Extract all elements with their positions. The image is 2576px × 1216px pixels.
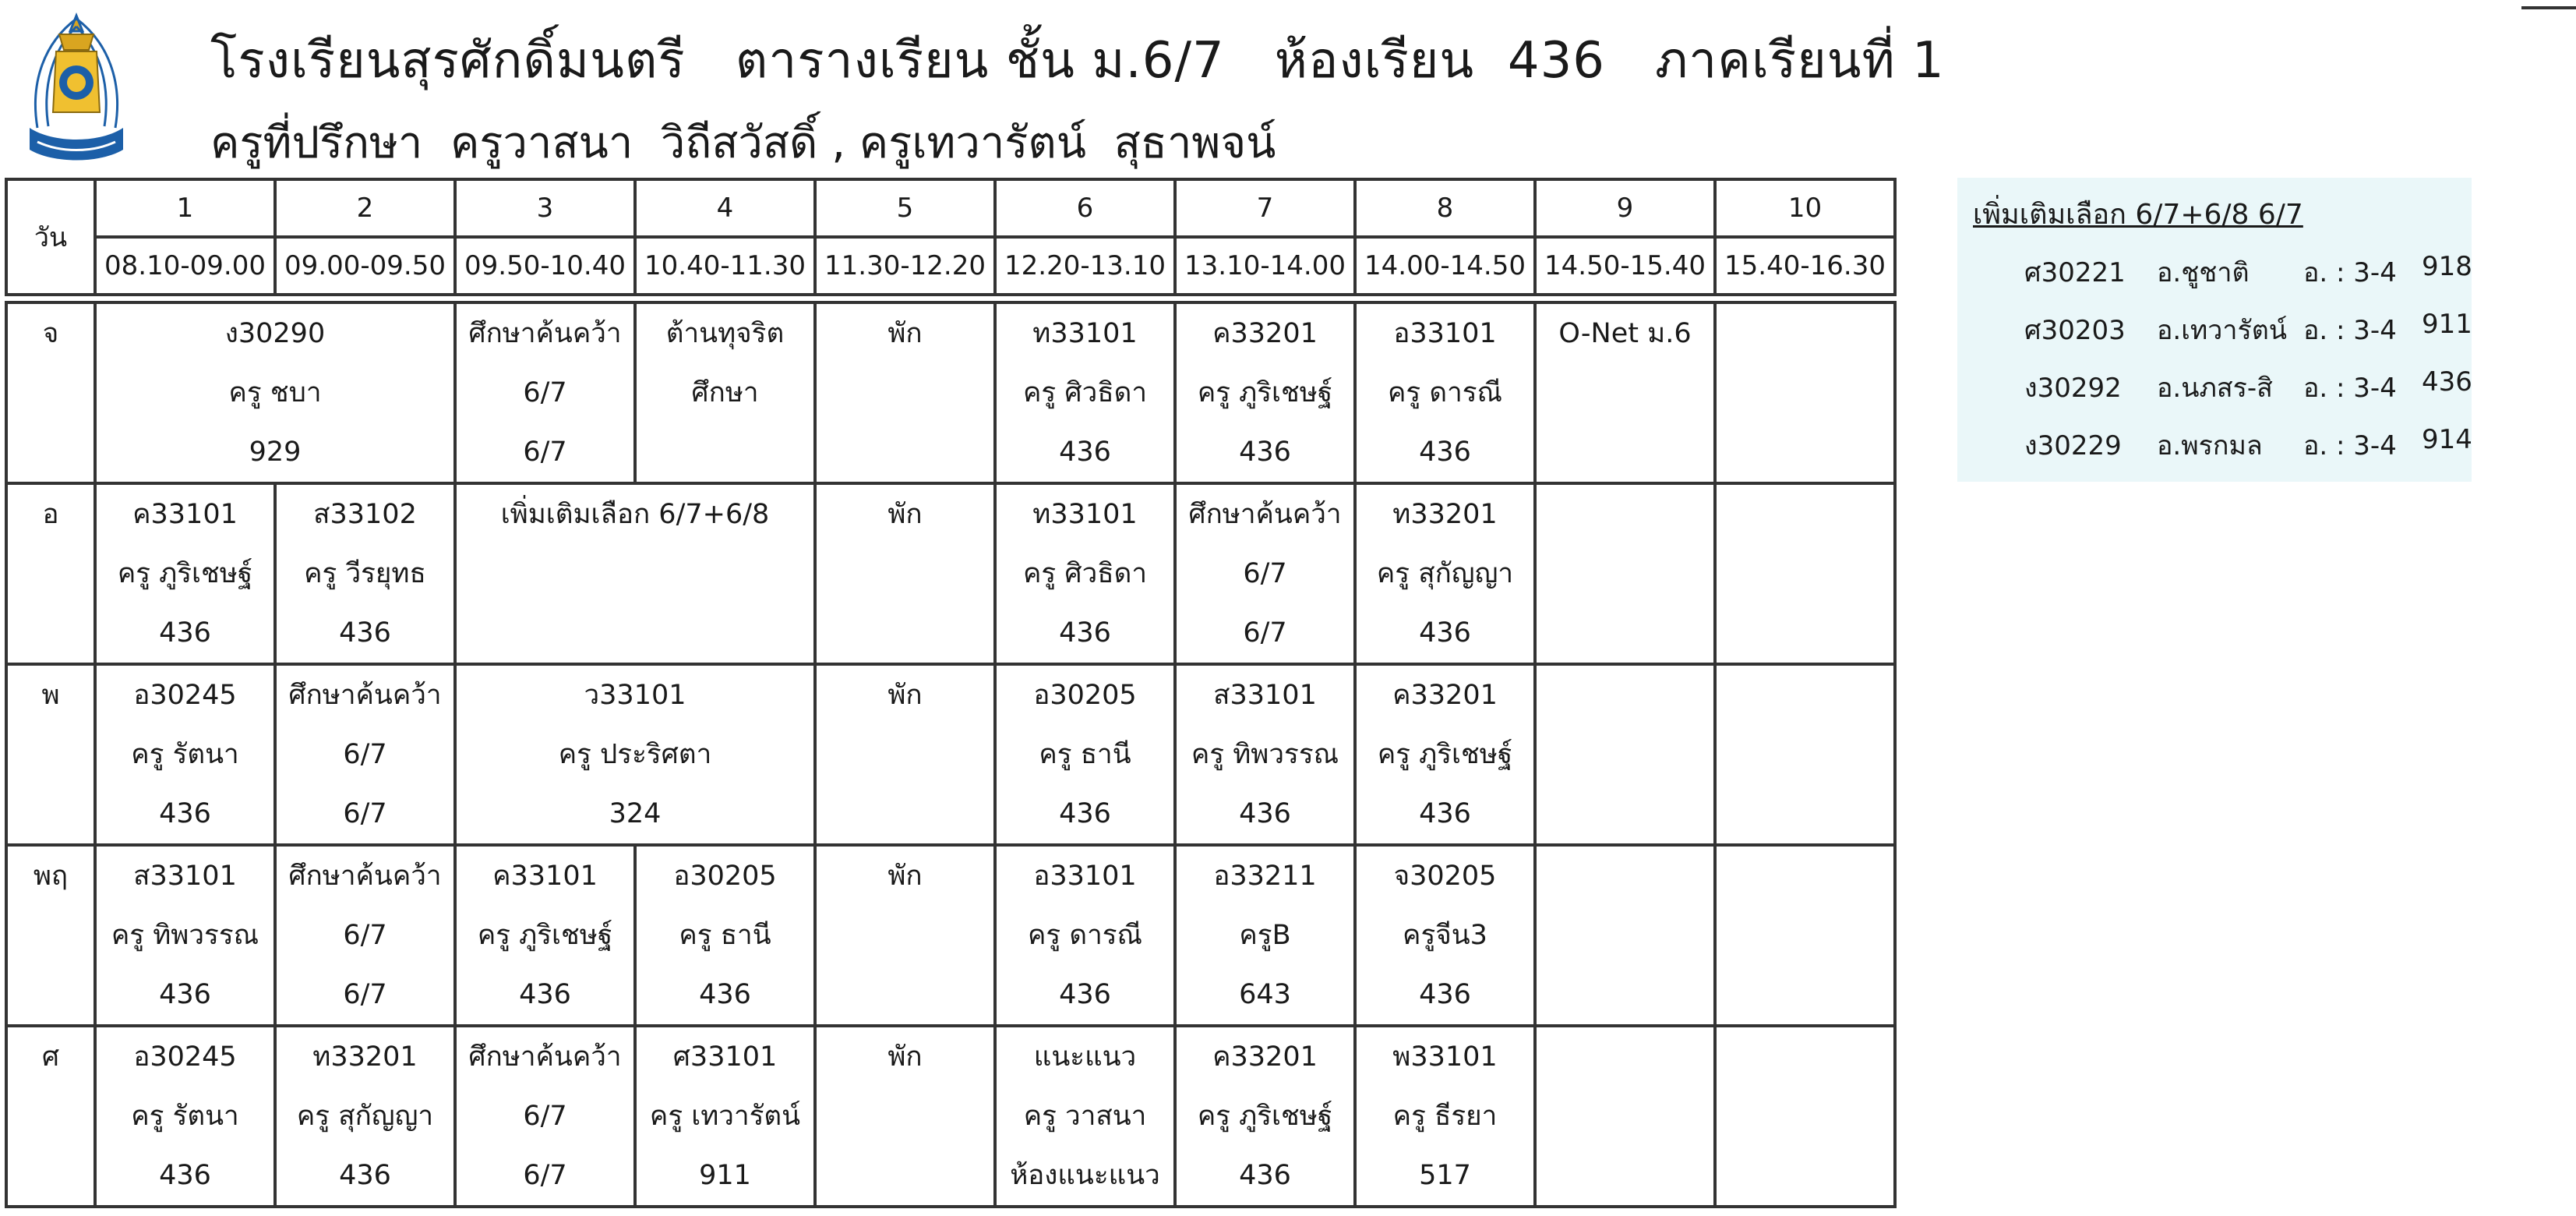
class-cell-line: ศึกษาค้นคว้า	[468, 1041, 622, 1073]
class-cell	[815, 302, 995, 483]
class-cell	[1715, 1026, 1895, 1207]
period-number: 1	[95, 179, 275, 237]
period-number: 3	[455, 179, 635, 237]
class-cell-line: พ33101	[1392, 1041, 1498, 1073]
schedule-row	[6, 1026, 1895, 1207]
advisors-line: ครูที่ปรึกษา ครูวาสนา วิถีสวัสดิ์ , ครูเทวารัตน์ สุธาพจน์	[210, 118, 1276, 168]
class-cell-line: 6/7	[523, 377, 567, 408]
class-cell-line: ครู ประริศตา	[558, 739, 712, 770]
class-cell-line: ต้านทุจริต	[665, 318, 785, 349]
class-cell-line: 436	[159, 1160, 211, 1191]
class-cell-line: 436	[1419, 979, 1471, 1010]
class-cell	[815, 1026, 995, 1207]
elective-period: อ. : 3-4	[2303, 373, 2397, 404]
class-cell	[455, 664, 815, 845]
class-cell-line: ท33101	[1032, 499, 1138, 530]
class-cell	[95, 302, 455, 483]
class-cell	[995, 302, 1175, 483]
class-cell-line: ครู ดารณี	[1388, 377, 1502, 408]
class-cell-line: พัก	[887, 861, 923, 892]
period-number: 8	[1355, 179, 1535, 237]
period-time: 09.50-10.40	[455, 237, 635, 295]
elective-teacher: อ.พรกมล	[2157, 430, 2263, 461]
class-cell-line: ครู วาสนา	[1023, 1101, 1147, 1132]
schedule-row	[6, 664, 1895, 845]
class-cell	[1355, 845, 1535, 1026]
class-cell-line: 517	[1419, 1160, 1471, 1191]
class-cell-line: ครู ภูริเชษฐ์	[1197, 1101, 1333, 1132]
class-cell	[95, 664, 275, 845]
class-cell-line: ครู ภูริเชษฐ์	[1377, 739, 1513, 770]
period-time: 14.50-15.40	[1535, 237, 1715, 295]
class-cell-line: ครู สุกัญญา	[1376, 558, 1514, 589]
class-cell-line: 436	[1059, 437, 1111, 468]
class-cell	[275, 664, 455, 845]
day-label: อ	[42, 499, 59, 530]
elective-room: 911	[2422, 309, 2472, 340]
class-cell	[1175, 302, 1355, 483]
class-cell	[995, 845, 1175, 1026]
class-cell-line: ครู ดารณี	[1028, 920, 1142, 951]
class-cell-line: ครู สุกัญญา	[296, 1101, 434, 1132]
class-cell-line: ครู ชบา	[228, 377, 322, 408]
class-cell-line: ครู ธานี	[679, 920, 771, 951]
class-cell	[995, 1026, 1175, 1207]
class-cell-line: ศ33101	[672, 1041, 778, 1073]
class-cell-line: ว33101	[584, 680, 686, 711]
elective-row	[1957, 240, 2472, 298]
class-cell-line: ค33101	[492, 861, 598, 892]
page-title: โรงเรียนสุรศักดิ์มนตรี ตารางเรียน ชั้น ม.6/7 ห้องเรียน 436 ภาคเรียนที่ 1	[210, 32, 1945, 90]
class-cell-line: ครู ธานี	[1039, 739, 1131, 770]
period-time-row	[6, 237, 1895, 295]
elective-period: อ. : 3-4	[2303, 315, 2397, 346]
class-cell-line: 929	[249, 437, 302, 468]
elective-panel-title[interactable]: เพิ่มเติมเลือก 6/7+6/8 6/7	[1973, 199, 2303, 231]
elective-period: อ. : 3-4	[2303, 257, 2397, 288]
class-cell-line: ครูB	[1239, 920, 1291, 951]
class-cell-line: อ30205	[1033, 680, 1137, 711]
period-number: 10	[1715, 179, 1895, 237]
class-cell	[1715, 664, 1895, 845]
class-cell	[1715, 302, 1895, 483]
class-cell-line: 436	[339, 617, 391, 649]
class-cell-line: ส33101	[133, 861, 237, 892]
class-cell	[1535, 845, 1715, 1026]
class-cell	[275, 1026, 455, 1207]
class-cell	[1535, 302, 1715, 483]
class-cell-line: พัก	[887, 1041, 923, 1073]
class-cell-line: ครู ภูริเชษฐ์	[117, 558, 253, 589]
class-cell	[1535, 483, 1715, 664]
class-cell	[1535, 1026, 1715, 1207]
elective-room: 918	[2422, 251, 2472, 282]
class-cell	[1175, 664, 1355, 845]
class-cell	[635, 845, 815, 1026]
class-cell	[1355, 483, 1535, 664]
school-logo-icon	[14, 11, 139, 167]
class-cell	[455, 845, 635, 1026]
class-cell	[455, 483, 815, 664]
class-cell-line: พัก	[887, 499, 923, 530]
class-cell	[1175, 845, 1355, 1026]
schedule-row	[6, 302, 1895, 483]
class-cell-line: 436	[1419, 617, 1471, 649]
elective-row	[1957, 298, 2472, 355]
day-label: จ	[42, 318, 59, 349]
elective-room: 914	[2422, 424, 2472, 455]
class-cell	[275, 845, 455, 1026]
class-cell	[1355, 664, 1535, 845]
class-cell	[815, 483, 995, 664]
elective-row	[1957, 413, 2472, 471]
class-cell-line: ครู ธีรยา	[1392, 1101, 1498, 1132]
class-cell-line: ครู รัตนา	[131, 1101, 239, 1132]
class-cell-line: ส33101	[1213, 680, 1317, 711]
elective-period: อ. : 3-4	[2303, 430, 2397, 461]
elective-code: ง30292	[2024, 373, 2122, 404]
period-time: 12.20-13.10	[995, 237, 1175, 295]
class-cell-line: ครู ศิวธิดา	[1023, 377, 1147, 408]
class-cell-line: ค33101	[132, 499, 238, 530]
period-number: 4	[635, 179, 815, 237]
class-cell-line: ค33201	[1392, 680, 1498, 711]
class-cell-line: จ30205	[1393, 861, 1497, 892]
class-cell-line: 436	[159, 798, 211, 829]
class-cell-line: 436	[159, 979, 211, 1010]
class-cell-line: ท33201	[1392, 499, 1498, 530]
class-cell-line: อ33211	[1213, 861, 1317, 892]
class-cell-line: ครู ภูริเชษฐ์	[477, 920, 613, 951]
day-cell	[6, 302, 95, 483]
class-cell	[455, 302, 635, 483]
class-cell-line: O-Net ม.6	[1558, 318, 1692, 349]
period-number-row	[6, 179, 1895, 237]
class-cell-line: แนะแนว	[1033, 1041, 1137, 1073]
class-cell	[1355, 1026, 1535, 1207]
class-cell-line: 436	[1059, 979, 1111, 1010]
class-cell	[1175, 483, 1355, 664]
class-cell-line: 436	[159, 617, 211, 649]
elective-code: ศ30221	[2024, 257, 2126, 288]
class-cell-line: 6/7	[343, 920, 387, 951]
class-cell	[95, 1026, 275, 1207]
elective-teacher: อ.เทวารัตน์	[2157, 315, 2288, 346]
class-cell-line: 436	[519, 979, 571, 1010]
class-cell-line: 6/7	[1243, 617, 1287, 649]
day-cell	[6, 845, 95, 1026]
class-cell-line: ค33201	[1212, 1041, 1318, 1073]
class-cell-line: ศึกษาค้นคว้า	[468, 318, 622, 349]
class-cell-line: ครู รัตนา	[131, 739, 239, 770]
class-cell-line: 436	[699, 979, 751, 1010]
class-cell-line: ศึกษาค้นคว้า	[1188, 499, 1342, 530]
day-header: วัน	[6, 179, 95, 295]
class-cell-line: 6/7	[523, 437, 567, 468]
class-cell	[1175, 1026, 1355, 1207]
elective-teacher: อ.นภสร-สิ	[2157, 373, 2273, 404]
period-time: 08.10-09.00	[95, 237, 275, 295]
class-cell-line: 436	[1239, 798, 1291, 829]
class-cell-line: ค33201	[1212, 318, 1318, 349]
elective-row	[1957, 355, 2472, 413]
class-cell-line: 6/7	[343, 798, 387, 829]
elective-teacher: อ.ชูชาติ	[2157, 257, 2250, 288]
class-cell	[995, 664, 1175, 845]
class-cell-line: ศึกษา	[691, 377, 759, 408]
class-cell-line: พัก	[887, 318, 923, 349]
class-cell-line: 6/7	[343, 979, 387, 1010]
class-cell-line: อ30245	[133, 1041, 237, 1073]
class-cell-line: เพิ่มเติมเลือก 6/7+6/8	[500, 499, 770, 530]
class-cell-line: 6/7	[523, 1101, 567, 1132]
period-number: 5	[815, 179, 995, 237]
schedule-body-table	[5, 301, 1897, 1208]
class-cell-line: ศึกษาค้นคว้า	[288, 861, 442, 892]
class-cell-line: พัก	[887, 680, 923, 711]
period-time: 10.40-11.30	[635, 237, 815, 295]
class-cell	[635, 1026, 815, 1207]
class-cell-line: 436	[1419, 437, 1471, 468]
class-cell	[95, 483, 275, 664]
day-label: พ	[41, 680, 60, 711]
period-number: 6	[995, 179, 1175, 237]
class-cell-line: ศึกษาค้นคว้า	[288, 680, 442, 711]
day-cell	[6, 483, 95, 664]
elective-list	[1957, 240, 2472, 471]
class-cell	[815, 664, 995, 845]
class-cell-line: อ33101	[1033, 861, 1137, 892]
class-cell-line: 6/7	[523, 1160, 567, 1191]
class-cell-line: 324	[609, 798, 662, 829]
class-cell	[995, 483, 1175, 664]
class-cell-line: อ30205	[673, 861, 777, 892]
class-cell-line: ครู ทิพวรรณ	[111, 920, 259, 951]
class-cell	[815, 845, 995, 1026]
class-cell-line: ท33101	[1032, 318, 1138, 349]
class-cell-line: 436	[1059, 798, 1111, 829]
class-cell-line: ครู ทิพวรรณ	[1191, 739, 1339, 770]
elective-panel	[1957, 178, 2472, 482]
class-cell	[1715, 845, 1895, 1026]
class-cell-line: 436	[1239, 437, 1291, 468]
class-cell-line: ง30290	[224, 318, 326, 349]
day-label: พฤ	[33, 861, 69, 892]
class-cell-line: ห้องแนะแนว	[1010, 1160, 1160, 1191]
period-number: 9	[1535, 179, 1715, 237]
elective-room: 436	[2422, 366, 2472, 398]
class-cell-line: ท33201	[312, 1041, 418, 1073]
period-time: 15.40-16.30	[1715, 237, 1895, 295]
corner-divider	[2521, 6, 2576, 9]
elective-code: ศ30203	[2024, 315, 2126, 346]
schedule-row	[6, 483, 1895, 664]
class-cell-line: ครู ภูริเชษฐ์	[1197, 377, 1333, 408]
class-cell	[1535, 664, 1715, 845]
class-cell-line: 436	[1419, 798, 1471, 829]
schedule-rows	[6, 302, 1895, 1207]
class-cell	[1715, 483, 1895, 664]
class-cell-line: ครู วีรยุทธ	[304, 558, 426, 589]
class-cell-line: 6/7	[343, 739, 387, 770]
period-number: 7	[1175, 179, 1355, 237]
class-cell-line: ครูจีน3	[1403, 920, 1487, 951]
class-cell-line: 911	[699, 1160, 751, 1191]
day-cell	[6, 1026, 95, 1207]
day-cell	[6, 664, 95, 845]
class-cell-line: 436	[339, 1160, 391, 1191]
period-number: 2	[275, 179, 455, 237]
class-cell-line: ครู ศิวธิดา	[1023, 558, 1147, 589]
class-cell-line: อ33101	[1393, 318, 1497, 349]
period-time: 14.00-14.50	[1355, 237, 1535, 295]
class-cell-line: ครู เทวารัตน์	[649, 1101, 801, 1132]
class-cell-line: อ30245	[133, 680, 237, 711]
day-label: ศ	[41, 1041, 60, 1073]
class-cell-line: ส33102	[313, 499, 417, 530]
class-cell-line: 6/7	[1243, 558, 1287, 589]
class-cell	[1355, 302, 1535, 483]
period-time: 11.30-12.20	[815, 237, 995, 295]
period-time: 09.00-09.50	[275, 237, 455, 295]
elective-code: ง30229	[2024, 430, 2122, 461]
class-cell-line: 436	[1239, 1160, 1291, 1191]
class-cell-line: 643	[1239, 979, 1291, 1010]
schedule-header-table	[5, 178, 1897, 296]
class-cell	[455, 1026, 635, 1207]
schedule-row	[6, 845, 1895, 1026]
class-cell	[95, 845, 275, 1026]
class-cell	[635, 302, 815, 483]
class-cell	[275, 483, 455, 664]
period-time: 13.10-14.00	[1175, 237, 1355, 295]
class-cell-line: 436	[1059, 617, 1111, 649]
